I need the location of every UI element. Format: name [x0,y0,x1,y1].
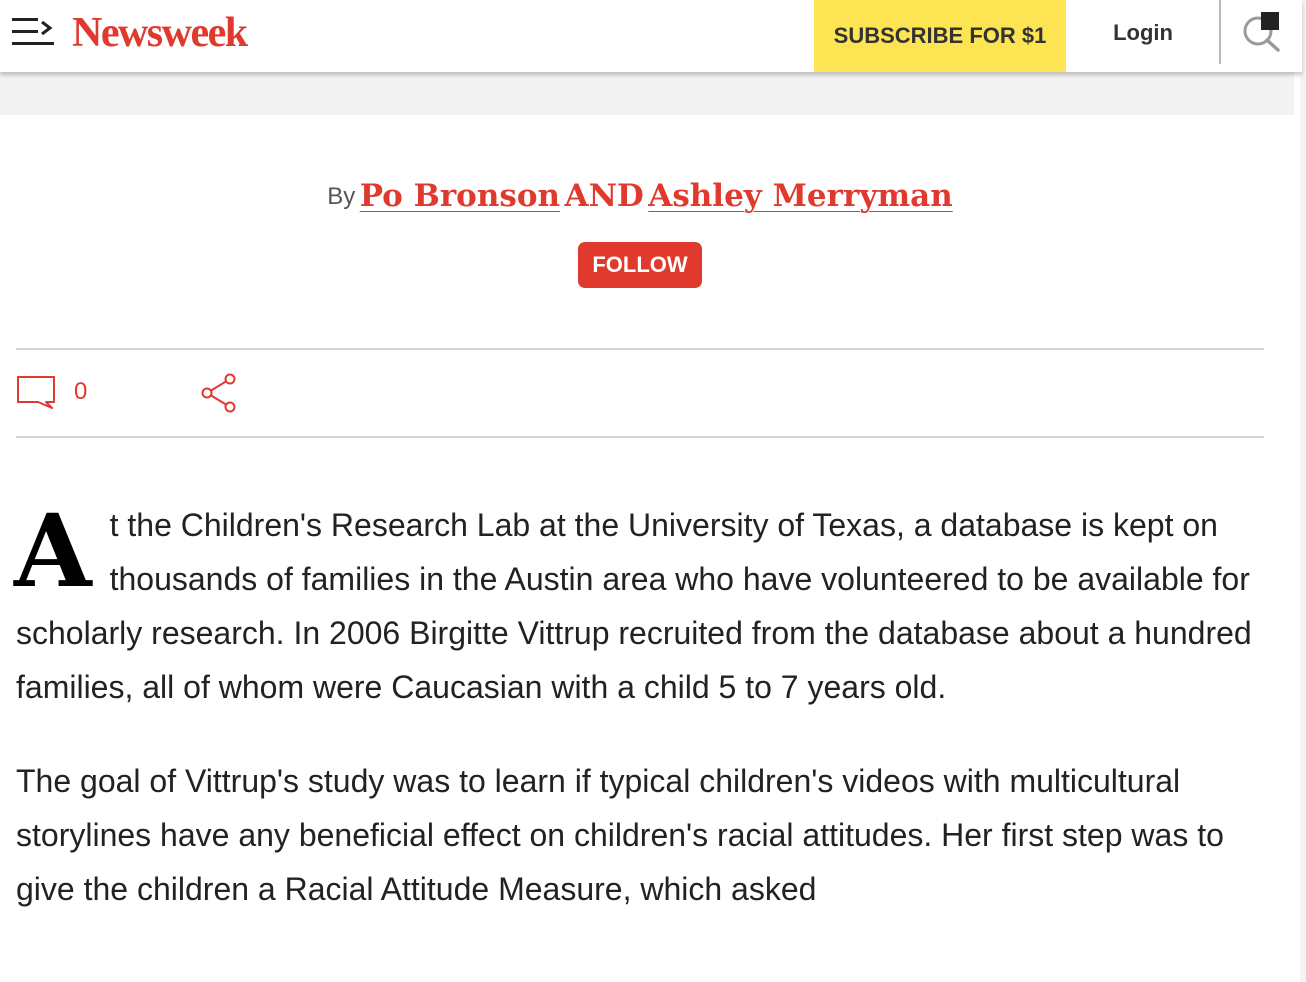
follow-button[interactable]: FOLLOW [578,242,702,288]
toolbar-top-divider [16,348,1264,350]
article-body [14,492,1264,956]
comment-icon [16,375,56,409]
page-edge [1300,0,1306,982]
comments-button[interactable] [16,372,87,412]
author-link-po-bronson[interactable]: Po Bronson [359,178,561,214]
byline-prefix: By [327,183,356,210]
author-link-ashley-merryman[interactable]: Ashley Merryman [648,178,953,214]
toolbar-bottom-divider [16,436,1264,438]
ad-placeholder-band [0,72,1294,115]
search-icon[interactable] [1242,10,1282,52]
paragraph-1-text: t the Children's Research Lab at the University of Texas, a database is kept on thousands of families in the Austin area who have volunteered to be available for scholarly research. In 2006 Birgitte Vittrup recruited from the database about a hundred families, all of whom were Caucasian with a child 5 to 7 years old. [16,507,1252,705]
header-divider [1219,0,1221,64]
share-icon[interactable] [200,372,238,414]
menu-icon[interactable] [12,16,56,48]
drop-cap: A [14,492,92,610]
byline [0,178,1280,214]
article-paragraph-2: The goal of Vittrup's study was to learn if typical children's videos with multicultural storylines have any beneficial effect on children's racial attitudes. Her first step was to give the children a Racial Attitude Measure, which asked [16,763,1224,907]
byline-conjunction: AND [564,178,644,214]
login-button[interactable]: Login [1113,20,1173,45]
subscribe-button[interactable]: SUBSCRIBE FOR $1 [814,0,1066,72]
article-paragraph-1 [14,492,1264,714]
comment-count: 0 [74,378,88,405]
newsweek-logo[interactable]: Newsweek [72,10,247,56]
site-header [0,0,1302,72]
